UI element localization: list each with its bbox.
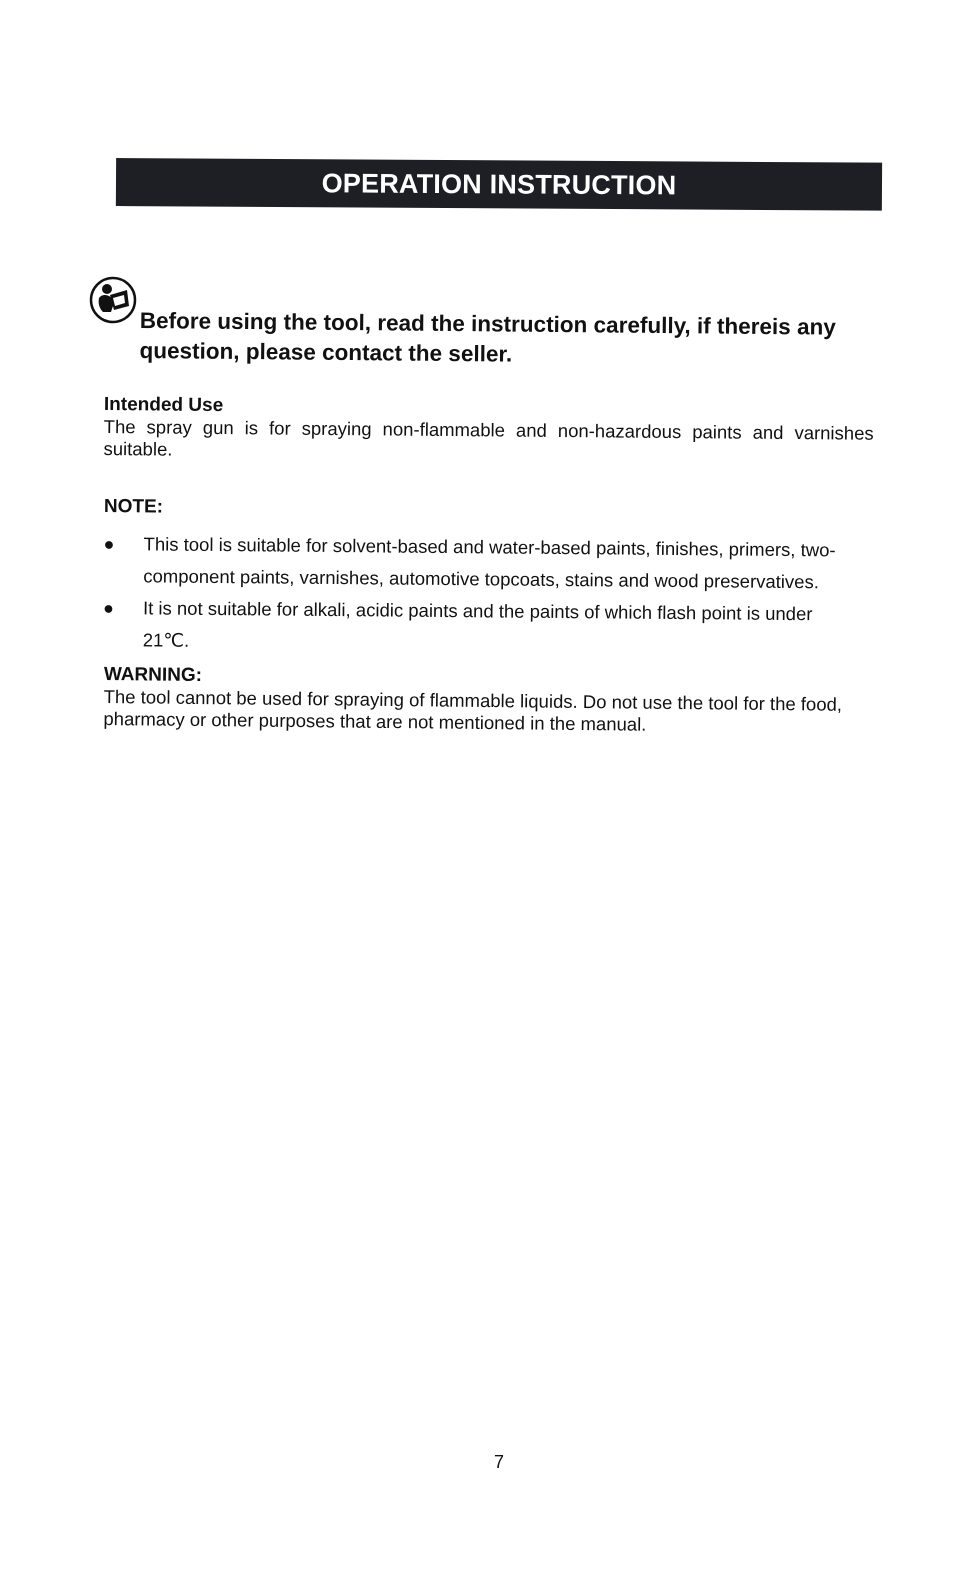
page-number: 7 — [493, 1452, 504, 1472]
note-list — [103, 528, 874, 663]
intended-use-text: The spray gun is for spraying non-flammable and non-hazardous paints and varnishes suitable. — [103, 415, 874, 460]
warning-text: The tool cannot be used for spraying of flammable liquids. Do not use the tool for the food, pharmacy or other purposes that are not mentioned in the manual. — [103, 685, 843, 735]
read-manual-icon — [89, 276, 139, 326]
note-item-text: This tool is suitable for solvent-based and water-based paints, finishes, primers, two-component paints, varnishes, automotive topcoats, stains and wood preservatives. — [143, 533, 836, 593]
note-item-text: It is not suitable for alkali, acidic paints and the paints of which flash point is under 21℃. — [142, 597, 813, 651]
note-section — [103, 496, 874, 663]
note-item — [103, 592, 856, 663]
bullet-icon: ● — [102, 597, 114, 619]
section-header-bar — [116, 158, 882, 211]
note-heading: NOTE: — [103, 496, 164, 518]
intended-use-heading: Intended Use — [103, 394, 224, 417]
note-item — [103, 528, 856, 599]
warning-heading: WARNING: — [103, 664, 203, 687]
read-instructions-notice: Before using the tool, read the instruction carefully, if thereis any question, please contact the seller. — [139, 307, 836, 367]
warning-section — [103, 664, 874, 738]
intended-use-section — [103, 394, 874, 467]
bullet-icon: ● — [103, 533, 115, 555]
section-title: OPERATION INSTRUCTION — [321, 167, 677, 200]
